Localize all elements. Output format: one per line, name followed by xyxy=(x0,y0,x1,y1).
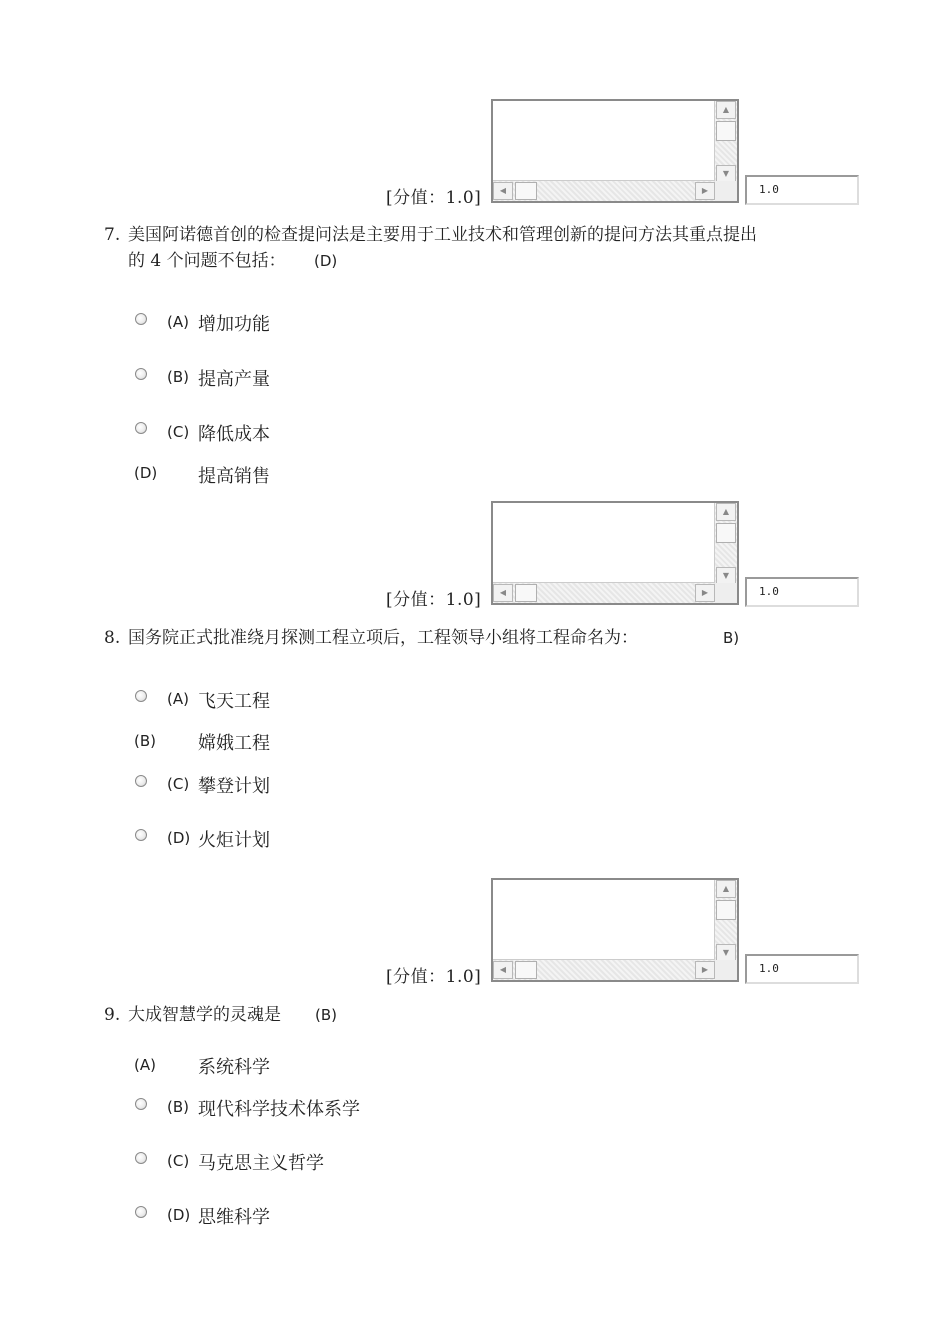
option-text[interactable]: 火炬计划 xyxy=(198,830,270,851)
option-letter: (C) xyxy=(167,775,190,793)
scroll-thumb[interactable] xyxy=(515,182,537,200)
scroll-down-icon[interactable]: ▼ xyxy=(716,567,736,585)
comment-textarea[interactable] xyxy=(491,501,739,605)
vertical-scrollbar[interactable] xyxy=(714,880,737,962)
scroll-right-icon[interactable]: ▶ xyxy=(695,584,715,602)
option-a-radio[interactable] xyxy=(135,313,147,325)
question-number: 8. xyxy=(104,628,121,648)
comment-textarea[interactable] xyxy=(491,99,739,203)
question-answer: (B) xyxy=(315,1006,337,1024)
option-d-radio[interactable] xyxy=(135,829,147,841)
option-letter: (D) xyxy=(167,1206,191,1224)
question-9 xyxy=(104,1002,864,1030)
horizontal-scrollbar[interactable] xyxy=(493,582,715,603)
option-letter: (C) xyxy=(167,423,190,441)
option-text[interactable]: 系统科学 xyxy=(198,1057,270,1078)
scroll-right-icon[interactable]: ▶ xyxy=(695,961,715,979)
option-letter: (D) xyxy=(134,464,158,482)
vertical-scrollbar[interactable] xyxy=(714,503,737,585)
scroll-left-icon[interactable]: ◀ xyxy=(493,961,513,979)
option-b-radio[interactable] xyxy=(135,1098,147,1110)
scroll-corner xyxy=(715,181,737,201)
scroll-corner xyxy=(715,583,737,603)
scroll-right-icon[interactable]: ▶ xyxy=(695,182,715,200)
option-text[interactable]: 嫦娥工程 xyxy=(198,733,270,754)
option-d-radio[interactable] xyxy=(135,1206,147,1218)
scroll-thumb[interactable] xyxy=(515,961,537,979)
option-text[interactable]: 思维科学 xyxy=(198,1207,270,1228)
scroll-thumb[interactable] xyxy=(716,121,736,141)
option-a-radio[interactable] xyxy=(135,690,147,702)
scroll-up-icon[interactable]: ▲ xyxy=(716,880,736,898)
score-input[interactable]: 1.0 xyxy=(745,577,859,607)
option-c-radio[interactable] xyxy=(135,1152,147,1164)
scroll-down-icon[interactable]: ▼ xyxy=(716,944,736,962)
question-number: 9. xyxy=(104,1005,121,1025)
option-text[interactable]: 现代科学技术体系学 xyxy=(198,1099,360,1120)
option-c-radio[interactable] xyxy=(135,775,147,787)
scroll-thumb[interactable] xyxy=(716,900,736,920)
vertical-scrollbar[interactable] xyxy=(714,101,737,183)
question-number: 7. xyxy=(104,225,121,245)
question-answer: (D) xyxy=(314,252,338,270)
score-input[interactable]: 1.0 xyxy=(745,175,859,205)
option-text[interactable]: 增加功能 xyxy=(198,314,270,335)
option-text[interactable]: 马克思主义哲学 xyxy=(198,1153,324,1174)
option-c-radio[interactable] xyxy=(135,422,147,434)
option-letter: (C) xyxy=(167,1152,190,1170)
option-text[interactable]: 攀登计划 xyxy=(198,776,270,797)
option-letter: (B) xyxy=(167,368,189,386)
scroll-thumb[interactable] xyxy=(716,523,736,543)
scroll-thumb[interactable] xyxy=(515,584,537,602)
scroll-left-icon[interactable]: ◀ xyxy=(493,584,513,602)
option-letter: (A) xyxy=(134,1056,156,1074)
option-b-radio[interactable] xyxy=(135,368,147,380)
option-text[interactable]: 飞天工程 xyxy=(198,691,270,712)
question-text-line2: 的 4 个问题不包括： xyxy=(128,251,286,271)
scroll-left-icon[interactable]: ◀ xyxy=(493,182,513,200)
comment-textarea[interactable] xyxy=(491,878,739,982)
question-answer: B) xyxy=(723,629,740,647)
scroll-up-icon[interactable]: ▲ xyxy=(716,101,736,119)
scroll-corner xyxy=(715,960,737,980)
horizontal-scrollbar[interactable] xyxy=(493,180,715,201)
horizontal-scrollbar[interactable] xyxy=(493,959,715,980)
scroll-up-icon[interactable]: ▲ xyxy=(716,503,736,521)
option-letter: (D) xyxy=(167,829,191,847)
score-label: [分值：1.0] xyxy=(386,967,482,987)
option-letter: (B) xyxy=(167,1098,189,1116)
option-letter: (B) xyxy=(134,732,156,750)
question-8 xyxy=(104,625,864,653)
score-label: [分值：1.0] xyxy=(386,590,482,610)
option-text[interactable]: 降低成本 xyxy=(198,424,270,445)
option-text[interactable]: 提高产量 xyxy=(198,369,270,390)
question-text-line1: 大成智慧学的灵魂是 xyxy=(128,1005,281,1025)
option-text[interactable]: 提高销售 xyxy=(198,466,270,487)
scroll-down-icon[interactable]: ▼ xyxy=(716,165,736,183)
score-input[interactable]: 1.0 xyxy=(745,954,859,984)
question-text-line1: 美国阿诺德首创的检查提问法是主要用于工业技术和管理创新的提问方法其重点提出 xyxy=(128,225,757,245)
question-7 xyxy=(104,222,864,278)
question-text-line1: 国务院正式批准绕月探测工程立项后，工程领导小组将工程命名为： xyxy=(128,628,638,648)
option-letter: (A) xyxy=(167,313,189,331)
score-label: [分值：1.0] xyxy=(386,188,482,208)
option-letter: (A) xyxy=(167,690,189,708)
